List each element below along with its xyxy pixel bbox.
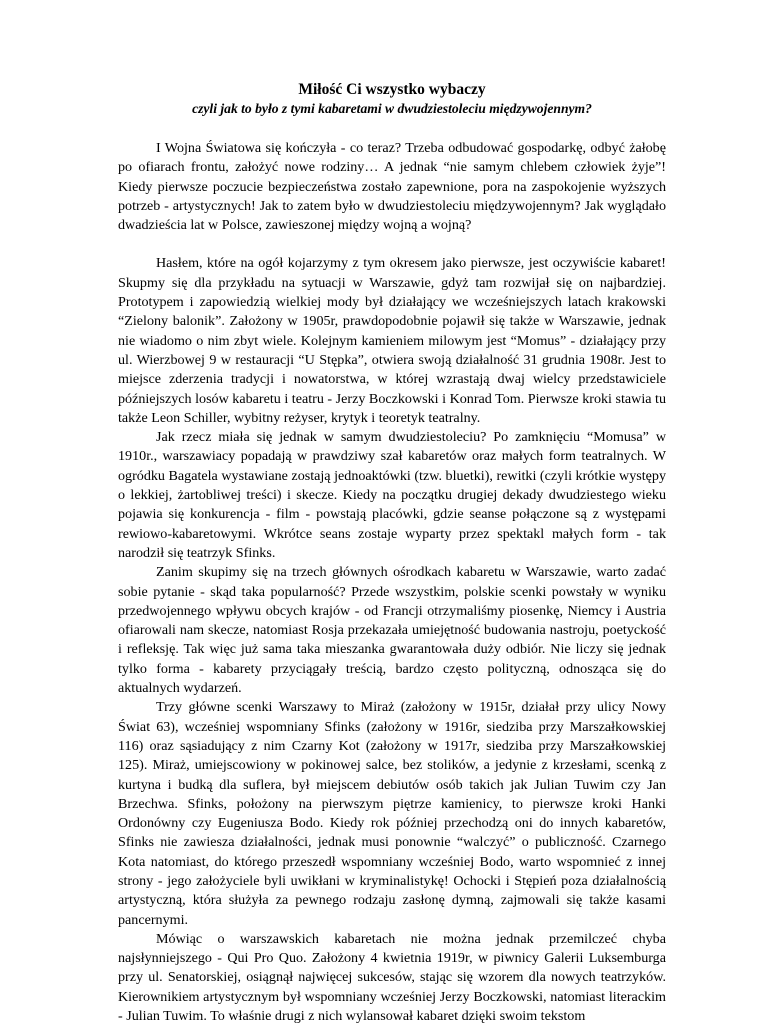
paragraph-5: Trzy główne scenki Warszawy to Miraż (założony w 1915r, działał przy ulicy Nowy Świat 63), wcześniej wspomniany Sfinks (założony w 1916r, siedziba przy Marszałkowskiej 116) oraz sąsiadujący z nim Czarny Kot (założony w 1917r, siedziba przy Marszałkowskiej 125). Miraż, umiejscowiony w pokinowej salce, bez stolików, a jedynie z krzesłami, scenką z kurtyna i budką dla suflera, był miejscem debiutów osób takich jak Julian Tuwim czy Jan Brzechwa. Sfinks, położony na pierwszym piętrze kamienicy, to pierwsze kroki Hanki Ordonówny czy Eugeniusza Bodo. Kiedy rok później przechodzą oni do innych kabaretów, Sfinks nie zawiesza działalności, jednak musi ponownie “walczyć” o publiczność. Czarnego Kota natomiast, do którego przeszedł wspomniany wcześniej Bodo, warto wspomnieć z innej strony - jego założyciele byli uwikłani w kryminalistykę! Ochocki i Stępień poza działalnością artystyczną, która służyła za pewnego rodzaju zasłonę dymną, zajmowali się także kasami pancernymi. xyxy=(118,699,666,928)
paragraph-2: Hasłem, które na ogół kojarzymy z tym okresem jako pierwsze, jest oczywiście kabaret! Skupmy się dla przykładu na sytuacji w Warszawie, gdyż tam rozwijał się on najbardziej. Prototypem i zapowiedzią wielkiej mody był działający we wcześniejszych latach krakowski “Zielony balonik”. Założony w 1905r, prawdopodobnie pojawił się także w Warszawie, jednak nie wiadomo o nim zbyt wiele. Kolejnym kamieniem milowym jest “Momus” - działający przy ul. Wierzbowej 9 w restauracji “U Stępka”, otwiera swoją działalność 31 grudnia 1908r. Jest to miejsce zderzenia tradycji i nowatorstwa, w której wzrastają dwaj wielcy przedstawiciele późniejszych losów kabaretu i teatru - Jerzy Boczkowski i Konrad Tom. Pierwsze kroki stawia tu także Leon Schiller, wybitny reżyser, krytyk i teoretyk teatralny. xyxy=(118,255,666,426)
paragraph-1: I Wojna Światowa się kończyła - co teraz? Trzeba odbudować gospodarkę, odbyć żałobę po ofiarach frontu, założyć nowe rodziny… A jednak “nie samym chlebem człowiek żyje”! Kiedy pierwsze poczucie bezpieczeństwa zostało zapewnione, pora na zaspokojenie wyższych potrzeb - artystycznych! Jak to zatem było w dwudziestoleciu międzywojennym? Jak wyglądało dwadzieścia lat w Polsce, zawieszonej między wojną a wojną? xyxy=(118,140,666,234)
document-subtitle: czyli jak to było z tymi kabaretami w dwudziestoleciu międzywojennym? xyxy=(192,101,592,116)
document-title: Miłość Ci wszystko wybaczy xyxy=(298,81,486,98)
paragraph-3: Jak rzecz miała się jednak w samym dwudziestoleciu? Po zamknięciu “Momusa” w 1910r., warszawiacy popadają w prawdziwy szał kabaretów oraz małych form teatralnych. W ogródku Bagatela wystawiane zostają jednoaktówki (tzw. bluetki), rewitki (czyli krótkie występy o lekkiej, żartobliwej treści) i skecze. Kiedy na początku drugiej dekady dwudziestego wieku pojawia się konkurencja - film - powstają placówki, gdzie seanse połączone są z występami rewiowo-kabaretowymi. Wkrótce seans zostaje wyparty przez spektakl małych form - tak narodził się teatrzyk Sfinks. xyxy=(118,429,666,561)
paragraph-6: Mówiąc o warszawskich kabaretach nie można jednak przemilczeć chyba najsłynniejszego - Qui Pro Quo. Założony 4 kwietnia 1919r, w piwnicy Galerii Luksemburga przy ul. Senatorskiej, osiągnął najwięcej sukcesów, stając się wzorem dla nowych teatrzyków. Kierownikiem artystycznym był wspomniany wcześniej Jerzy Boczkowski, natomiast literackim - Julian Tuwim. To właśnie drugi z nich wylansował kabaret dzięki swoim tekstom xyxy=(118,930,666,1025)
document-page xyxy=(118,80,666,1026)
paragraph-4: Zanim skupimy się na trzech głównych ośrodkach kabaretu w Warszawie, warto zadać sobie pytanie - skąd taka popularność? Przede wszystkim, polskie scenki powstały w wyniku przedwojennego wpływu obcych krajów - od Francji otrzymaliśmy piosenkę, Niemcy i Austria ofiarowali nam skecze, natomiast Rosja przekazała umiejętność budowania nastroju, poetyckość i refleksję. Tak więc już sama taka mieszanka gwarantowała duży odbiór. Nie liczy się jednak tylko forma - kabarety przyciągały treścią, bardzo często polityczną, odnosząca się do aktualnych wydarzeń. xyxy=(118,564,666,697)
